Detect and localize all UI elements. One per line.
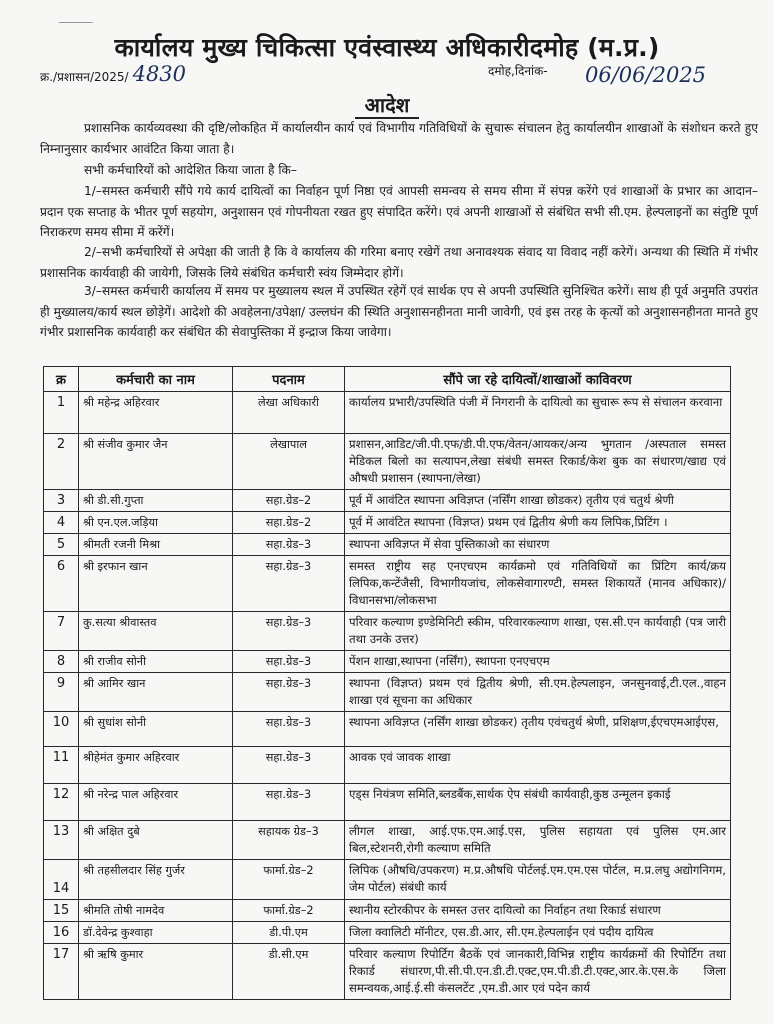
row-duties: लीगल शाखा, आई.एफ.एम.आई.एस, पुलिस सहायता एवं पुलिस एम.आर बिल,स्टेशनरी,रोगी कल्याण समिति bbox=[345, 821, 731, 860]
row-duties: एड्स नियंत्रण समिति,ब्लडबैंक,सार्थक ऐप संबंधी कार्यवाही,कुष्ठ उन्मूलन इकाई bbox=[345, 784, 731, 821]
row-designation: सहा.ग्रेड–3 bbox=[233, 747, 345, 784]
row-designation: फार्मा.ग्रेड–2 bbox=[233, 860, 345, 900]
row-employee-name: श्री राजीव सोनी bbox=[79, 651, 233, 673]
table-row bbox=[44, 821, 731, 860]
row-employee-name: श्रीमति तोषी नामदेव bbox=[79, 900, 233, 922]
row-serial: 3 bbox=[44, 490, 79, 512]
row-serial: 8 bbox=[44, 651, 79, 673]
table-row bbox=[44, 556, 731, 612]
table-row bbox=[44, 651, 731, 673]
header-employee-name: कर्मचारी का नाम bbox=[79, 367, 233, 392]
row-duties: जिला क्वालिटी मॉनीटर, एस.डी.आर, सी.एम.हेल्पलाईन एवं पदीय दायित्व bbox=[345, 922, 731, 944]
row-designation: सहा.ग्रेड–3 bbox=[233, 612, 345, 651]
row-duties: पूर्व में आवंटित स्थापना अविज्ञप्त (नर्सिंग शाखा छोडकर) तृतीय एवं चतुर्थ श्रेणी bbox=[345, 490, 731, 512]
row-designation: सहा.ग्रेड–2 bbox=[233, 490, 345, 512]
row-employee-name: श्री संजीव कुमार जैन bbox=[79, 434, 233, 490]
row-serial: 12 bbox=[44, 784, 79, 821]
row-designation: सहा.ग्रेड–3 bbox=[233, 556, 345, 612]
table-row bbox=[44, 673, 731, 712]
header-duties: सौंपे जा रहे दायित्वों/शाखाओं काविवरण bbox=[345, 367, 731, 392]
row-duties: प्रशासन,आडिट/जी.पी.एफ/डी.पी.एफ/वेतन/आयकर/अन्य भुगतान /अस्पताल समस्त मेडिकल बिलो का सत्यापन,लेखा संबंधी समस्त रिकार्ड/केश बुक का संधारण/खाद्य एवं औषधी प्रशासन (स्थापना/लेखा) bbox=[345, 434, 731, 490]
row-employee-name: श्री डी.सी.गुप्ता bbox=[79, 490, 233, 512]
row-serial: 7 bbox=[44, 612, 79, 651]
row-serial: 1 bbox=[44, 392, 79, 434]
table-row bbox=[44, 784, 731, 821]
table-row bbox=[44, 900, 731, 922]
table-row bbox=[44, 944, 731, 1000]
corner-fold-mark bbox=[40, 0, 93, 23]
row-employee-name: श्री तहसीलदार सिंह गुर्जर bbox=[79, 860, 233, 900]
row-duties: परिवार कल्याण रिपोर्टिग बैठकें एवं जानकारी,विभिन्न राष्ट्रीय कार्यक्रमों की रिपोर्टिग तथा रिकार्ड संधारण,पी.सी.पी.एन.डी.टी.एक्ट,एम.पी.डी.टी.एक्ट,आर.के.एस.के जिला समन्वयक,आई.ई.सी कंसलटेंट ,एम.डी.आर एवं पदेन कार्य bbox=[345, 944, 731, 1000]
table-row bbox=[44, 434, 731, 490]
row-designation: फार्मा.ग्रेड–2 bbox=[233, 900, 345, 922]
row-duties: लिपिक (औषधि/उपकरण) म.प्र.औषधि पोर्टलई.एम.एम.एस पोर्टल, म.प्र.लघु अद्योगनिगम, जेम पोर्टल) संबंधी कार्य bbox=[345, 860, 731, 900]
row-designation: सहा.ग्रेड–3 bbox=[233, 673, 345, 712]
table-row bbox=[44, 490, 731, 512]
row-serial: 10 bbox=[44, 712, 79, 747]
table-row bbox=[44, 747, 731, 784]
row-serial: 6 bbox=[44, 556, 79, 612]
table-row bbox=[44, 392, 731, 434]
row-employee-name: श्रीमती रजनी मिश्रा bbox=[79, 534, 233, 556]
table-header-row bbox=[44, 367, 731, 392]
row-serial: 17 bbox=[44, 944, 79, 1000]
row-serial: 5 bbox=[44, 534, 79, 556]
row-designation: लेखा अधिकारी bbox=[233, 392, 345, 434]
table-row bbox=[44, 612, 731, 651]
order-heading-text: आदेश bbox=[355, 93, 420, 119]
row-employee-name: श्री सुधांश सोनी bbox=[79, 712, 233, 747]
row-employee-name: श्री ऋषि कुमार bbox=[79, 944, 233, 1000]
row-serial: 15 bbox=[44, 900, 79, 922]
row-employee-name: श्री आमिर खान bbox=[79, 673, 233, 712]
row-employee-name: श्री इरफान खान bbox=[79, 556, 233, 612]
row-duties: आवक एवं जावक शाखा bbox=[345, 747, 731, 784]
table-row bbox=[44, 712, 731, 747]
row-designation: सहायक ग्रेड–3 bbox=[233, 821, 345, 860]
row-duties: समस्त राष्ट्रीय सह एनएचएम कार्यक्रमो एवं गतिविधियों का प्रिंटिग कार्य/क्रय लिपिक,कन्टेंजैसी, विभागीयजांच, लोकसेवागारण्टी, समस्त शिकायतें (मानव अधिकार)/विधानसभा/लोकसभा bbox=[345, 556, 731, 612]
reference-number: 4830 bbox=[132, 62, 187, 86]
row-employee-name: श्री एन.एल.जड़िया bbox=[79, 512, 233, 534]
order-heading bbox=[0, 91, 774, 118]
row-designation: सहा.ग्रेड–3 bbox=[233, 784, 345, 821]
row-employee-name: श्री महेन्द्र अहिरवार bbox=[79, 392, 233, 434]
reference-prefix: क्र./प्रशासन/2025/ bbox=[40, 70, 129, 84]
row-employee-name: श्रीहेमंत कुमार अहिरवार bbox=[79, 747, 233, 784]
table-row bbox=[44, 922, 731, 944]
row-designation: सहा.ग्रेड–3 bbox=[233, 534, 345, 556]
row-serial: 16 bbox=[44, 922, 79, 944]
row-designation: सहा.ग्रेड–2 bbox=[233, 512, 345, 534]
row-designation: डी.सी.एम bbox=[233, 944, 345, 1000]
row-serial: 13 bbox=[44, 821, 79, 860]
row-duties: पेंशन शाखा,स्थापना (नर्सिंग), स्थापना एनएचएम bbox=[345, 651, 731, 673]
point-3: 3/–समस्त कर्मचारी कार्यालय में समय पर मुख्यालय स्थल में उपस्थित रहेगें एवं सार्थक एप से अपनी उपस्थिति सुनिश्चित करेगें। साथ ही पूर्व अनुमति उपरांत ही मुख्यालय/कार्य स्थल छोड़ेगें। आदेशो की अवहेलना/उपेक्षा/ उल्लघंन की स्थिति अनुशासनहीनता मानी जावेगी, एवं इस तरह के कृत्यों को अनुशासनहीनता मानते हुए गंभीर प्रशासनिक कार्यवाही कर संबंधित की सेवापुस्तिका में इन्द्राज किया जावेगा। bbox=[40, 284, 758, 339]
row-duties: परिवार कल्याण इण्डेमिनिटी स्कीम, परिवारकल्याण शाखा, एस.सी.एन कार्यवाही (पत्र जारी तथा उनके उत्तर) bbox=[345, 612, 731, 651]
row-designation: लेखापाल bbox=[233, 434, 345, 490]
row-employee-name: श्री नरेन्द्र पाल अहिरवार bbox=[79, 784, 233, 821]
duty-allocation-table bbox=[43, 366, 731, 1000]
row-duties: पूर्व में आवंटित स्थापना (विज्ञप्त) प्रथम एवं द्वितीय श्रेणी कय लिपिक,प्रिटिंग । bbox=[345, 512, 731, 534]
row-duties: स्थानीय स्टोरकीपर के समस्त उत्तर दायित्वो का निर्वाहन तथा रिकार्ड संधारण bbox=[345, 900, 731, 922]
directive-line: सभी कर्मचारियों को आदेशित किया जाता है कि– bbox=[84, 163, 297, 177]
order-date: 06/06/2025 bbox=[585, 63, 707, 87]
row-designation: सहा.ग्रेड–3 bbox=[233, 651, 345, 673]
row-serial: 11 bbox=[44, 747, 79, 784]
row-designation: डी.पी.एम bbox=[233, 922, 345, 944]
row-designation: सहा.ग्रेड–3 bbox=[233, 712, 345, 747]
header-serial: क्र bbox=[44, 367, 79, 392]
table-row bbox=[44, 512, 731, 534]
row-duties: स्थापना अविज्ञप्त में सेवा पुस्तिकाओ का संधारण bbox=[345, 534, 731, 556]
row-duties: स्थापना अविज्ञप्त (नर्सिंग शाखा छोडकर) तृतीय एवंचतुर्थ श्रेणी, प्रशिक्षण,ईएचएमआईएस, bbox=[345, 712, 731, 747]
table-row bbox=[44, 534, 731, 556]
row-employee-name: कु.सत्या श्रीवास्तव bbox=[79, 612, 233, 651]
row-serial: 4 bbox=[44, 512, 79, 534]
office-title: कार्यालय मुख्य चिकित्सा एवंस्वास्थ्य अधिकारीदमोह (म.प्र.) bbox=[114, 33, 660, 62]
row-duties: कार्यालय प्रभारी/उपस्थिति पंजी में निगरानी के दायित्वो का सुचारू रूप से संचालन करवाना bbox=[345, 392, 731, 434]
table-row bbox=[44, 860, 731, 900]
point-1: 1/–समस्त कर्मचारी सौंपे गये कार्य दायित्वों का निर्वाहन पूर्ण निष्ठा एवं आपसी समन्वय से समय सीमा में संपन्न करेंगे एवं शाखाओं के प्रभार का आदान–प्रदान एक सप्ताह के भीतर पूर्ण सहयोग, अनुशासन एवं गोपनीयता रखत हुए संपादित करेंगे। एवं अपनी शाखाओं से संबंधित सभी सी.एम. हेल्पलाइनों का संतुष्टि पूर्ण निराकरण समय सीमा में करेंगें। bbox=[40, 184, 758, 239]
row-serial: 2 bbox=[44, 434, 79, 490]
place-date-label: दमोह,दिनांक- bbox=[488, 64, 548, 78]
row-duties: स्थापना (विज्ञप्त) प्रथम एवं द्वितीय श्रेणी, सी.एम.हेल्पलाइन, जनसुनवाई,टी.एल.,वाहन शाखा एवं सूचना का अधिकार bbox=[345, 673, 731, 712]
reference-line bbox=[40, 62, 186, 86]
row-employee-name: डॉ.देवेन्द्र कुश्वाहा bbox=[79, 922, 233, 944]
intro-paragraph: प्रशासनिक कार्यव्यवस्था की दृष्टि/लोकहित में कार्यालयीन कार्य एवं विभागीय गतिविधियों के सुचारू संचालन हेतु कार्यालयीन शाखाओं के संशोधन करते हुए निम्नानुसार कार्यभार आवंटित किया जाता है। bbox=[40, 121, 758, 156]
row-serial: 9 bbox=[44, 673, 79, 712]
row-employee-name: श्री अक्षित दुबे bbox=[79, 821, 233, 860]
header-designation: पदनाम bbox=[233, 367, 345, 392]
row-serial: 14 bbox=[44, 860, 79, 900]
point-2: 2/–सभी कर्मचारियों से अपेक्षा की जाती है कि वे कार्यालय की गरिमा बनाए रखेगें तथा अनावश्यक संवाद या विवाद नहीं करेगें। अन्यथा की स्थिति में गंभीर प्रशासनिक कार्यवाही की जायेगी, जिसके लिये संबंधित कर्मचारी स्वंय जिम्मेदार होगें। bbox=[40, 245, 758, 280]
